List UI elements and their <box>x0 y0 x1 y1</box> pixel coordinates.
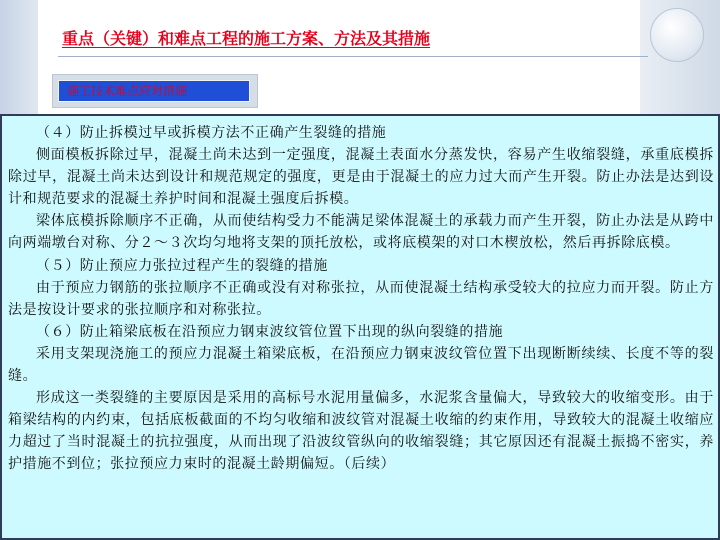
section-heading-4: （４）防止拆模过早或拆模方法不正确产生裂缝的措施 <box>36 125 387 141</box>
slide-title <box>60 26 430 49</box>
section-heading-5: （５）防止预应力张拉过程产生的裂缝的措施 <box>36 257 328 274</box>
slide-title-text: 重点（关键）和难点工程的施工方案、方法及其措施 <box>62 29 431 48</box>
section-tag-label: 施工技术难点应对措施 <box>58 80 250 102</box>
content-text-box <box>0 114 720 540</box>
section-heading-6: （６）防止箱梁底板在沿预应力钢束波纹管位置下出现的纵向裂缝的措施 <box>36 323 504 340</box>
paragraph-side-formwork: 侧面模板拆除过早，混凝土尚未达到一定强度，混凝土表面水分蒸发快，容易产生收缩裂缝，承重底模拆除过早，混凝土尚未达到设计和规范规定的强度，更是由于混凝土的应力过大而产生开裂。防止办法是达到设计和规范要求的混凝土养护时间和混凝土强度后拆模。 <box>8 147 714 208</box>
title-divider <box>58 56 648 57</box>
paragraph-bottom-formwork: 梁体底模拆除顺序不正确，从而使结构受力不能满足梁体混凝土的承载力而产生开裂，防止办法是从跨中向两端墩台对称、分２～３次均匀地将支架的顶托放松，或将底模架的对口木楔放松，然后再拆除底模。 <box>8 213 714 252</box>
paragraph-prestress-order: 由于预应力钢筋的张拉顺序不正确或没有对称张拉，从而使混凝土结构承受较大的拉应力而开裂。防止方法是按设计要求的张拉顺序和对称张拉。 <box>8 279 714 318</box>
paragraph-crack-causes: 形成这一类裂缝的主要原因是采用的高标号水泥用量偏多，水泥浆含量偏大，导致较大的收缩变形。由于箱梁结构的内约束，包括底板截面的不均匀收缩和波纹管对混凝土收缩的约束作用，导致较大的混凝土收缩应力超过了当时混凝土的抗拉强度，从而出现了沿波纹管纵向的收缩裂缝；其它原因还有混凝土振捣不密实，养护措施不到位；张拉预应力束时的混凝土龄期偏短。（后续） <box>8 390 714 473</box>
decorative-circle <box>650 8 704 62</box>
paragraph-box-girder-cracks: 采用支架现浇施工的预应力混凝土箱梁底板，在沿预应力钢束波纹管位置下出现断断续续、长度不等的裂缝。 <box>8 345 714 385</box>
